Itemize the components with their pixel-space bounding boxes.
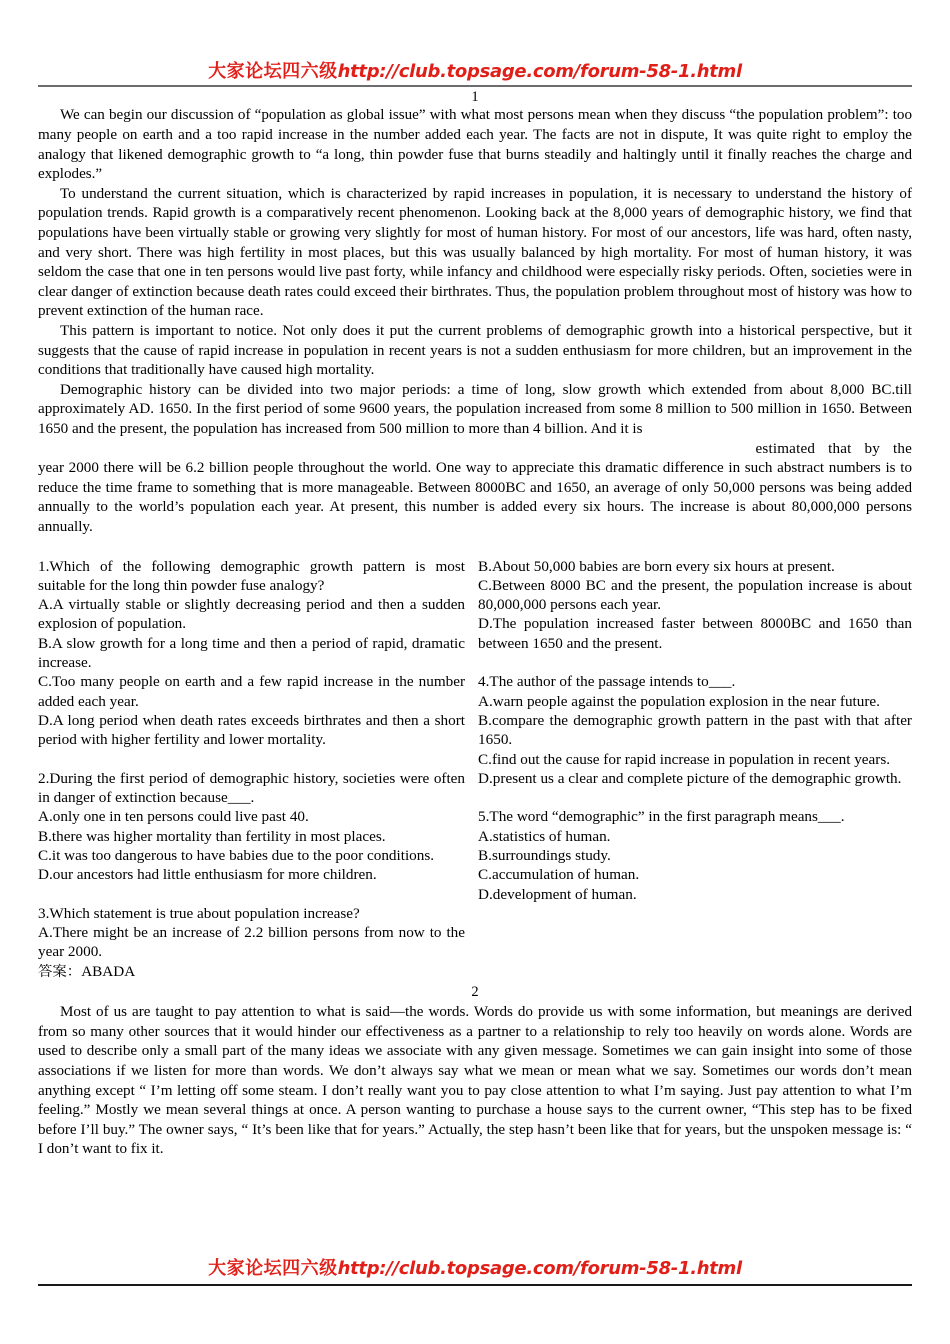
header-site-url: http://club.topsage.com/forum-58-1.html — [337, 61, 742, 82]
header-site-name: 大家论坛四六级 — [208, 61, 338, 82]
page-header — [38, 0, 912, 82]
question-item-3-continued — [478, 557, 912, 653]
question-item-3 — [38, 904, 465, 962]
answer-key-value: ABADA — [81, 962, 136, 980]
passage-1-paragraph: year 2000 there will be 6.2 billion people throughout the world. One way to appreciate this dramatic difference in such abstract numbers is to reduce the time frame to something that is more manageable. Between 8000BC and 1650, an average of only 50,000 persons was being added annually to the world’s population each year. At present, this number is added every six hours. The increase is about 80,000,000 persons annually. — [38, 460, 912, 535]
question-option[interactable]: D.development of human. — [478, 885, 637, 903]
question-item-5 — [478, 807, 912, 903]
page-footer — [38, 1254, 912, 1286]
passage-1-paragraph: We can begin our discussion of “population as global issue” with what most persons mean when they discuss “the population problem”: too many people on earth and a too rapid increase in the number added each year. The facts are not in dispute, It was quite right to employ the analogy that likened demographic growth to “a long, thin powder fuse that burns steadily and haltingly until it finally reaches the charge and explodes.” — [38, 107, 912, 183]
footer-site-url: http://club.topsage.com/forum-58-1.html — [337, 1258, 742, 1279]
question-option[interactable]: A.only one in ten persons could live past 40. — [38, 808, 309, 826]
header-divider — [38, 85, 912, 87]
question-option[interactable]: A.statistics of human. — [478, 827, 611, 845]
question-option[interactable]: C.Too many people on earth and a few rapid increase in the number added each year. — [38, 673, 466, 710]
passage-1-paragraph: This pattern is important to notice. Not only does it put the current problems of demographic growth into a historical perspective, but it suggests that the cause of rapid increase in population in recent years is not a sudden enthusiasm for more children, but an improvement in the conditions that traditionally have caused high mortality. — [38, 323, 912, 379]
passage-2-paragraph: Most of us are taught to pay attention to what is said—the words. Words do provide us with some information, but meanings are derived from so many other sources that it would hinder our effectiveness as a partner to a relationship to rely too heavily on words alone. Words are used to describe only a small part of the many ideas we associate with any given message. Sometimes we can gain insight into some of those associations if we listen for more than words. We don’t always say what we mean or mean what we say. Sometimes our words don’t mean anything except “ I’m letting off some steam. I don’t really want you to pay close attention to what I’m saying. Just pay attention to what I’m feeling.” Mostly we mean several things at once. A person wanting to purchase a house says to the current owner, “This step has to be fixed before I’ll buy.” The owner says, “ It’s been like that for years.” Actually, the step hasn’t been like that for years, but the unspoken message is: “ I don’t want to fix it. — [38, 1004, 912, 1158]
question-option[interactable]: C.find out the cause for rapid increase in population in recent years. — [478, 750, 891, 768]
question-option[interactable]: B.surroundings study. — [478, 846, 611, 864]
questions-column-right — [478, 557, 912, 904]
passage-1-paragraph: Demographic history can be divided into two major periods: a time of long, slow growth which extended from about 8,000 BC.till approximately AD. 1650. In the first period of some 9600 years, the population increased from some 8 million to 500 million in 1650. Between 1650 and the present, the population has increased from 500 million to more than 4 billion. And it is — [38, 381, 912, 437]
question-option[interactable]: C.Between 8000 BC and the present, the population increase is about 80,000,000 persons each year. — [478, 576, 912, 614]
question-stem: 5.The word “demographic” in the first paragraph means___. — [478, 808, 845, 826]
answer-key — [38, 962, 465, 982]
question-option[interactable]: B.there was higher mortality than fertility in most places. — [38, 827, 386, 845]
footer-divider — [38, 1284, 912, 1286]
question-stem: 2.During the first period of demographic history, societies were often in danger of extinction because___. — [38, 769, 466, 807]
answer-key-label: 答案： — [38, 963, 82, 980]
question-option[interactable]: D.A long period when death rates exceeds birthrates and then a short period with higher fertility and lower mortality. — [38, 711, 466, 749]
passage-1-paragraph-tail: estimated that by the — [755, 440, 912, 457]
question-option[interactable]: C.it was too dangerous to have babies due to the poor conditions. — [38, 846, 435, 864]
question-option[interactable]: B.A slow growth for a long time and then a period of rapid, dramatic increase. — [38, 634, 466, 672]
question-stem: 4.The author of the passage intends to___. — [478, 673, 736, 691]
question-stem: 1.Which of the following demographic growth pattern is most suitable for the long thin powder fuse analogy? — [38, 557, 466, 594]
question-option[interactable]: D.The population increased faster between 8000BC and 1650 than between 1650 and the present. — [478, 615, 912, 652]
passage-2-body — [38, 1003, 912, 1160]
question-option[interactable]: A.There might be an increase of 2.2 billion persons from now to the year 2000. — [38, 924, 466, 961]
question-option[interactable]: D.our ancestors had little enthusiasm for more children. — [38, 866, 377, 884]
question-option[interactable]: D.present us a clear and complete picture of the demographic growth. — [478, 769, 902, 787]
passage-1-body — [38, 106, 912, 537]
header-banner — [208, 62, 742, 82]
question-option[interactable]: A.warn people against the population explosion in the near future. — [478, 692, 880, 710]
question-option[interactable]: B.compare the demographic growth pattern in the past with that after 1650. — [478, 711, 912, 749]
passage-2-number: 2 — [471, 984, 479, 1001]
question-item-2 — [38, 769, 465, 885]
passage-1-paragraph: To understand the current situation, which is characterized by rapid increases in population, it is necessary to understand the history of population trends. Rapid growth is a comparatively recent phenomenon. Looking back at the 8,000 years of demographic history, we find that populations have been virtually stable or growing very slightly for most of human history. For most of our ancestors, life was hard, often nasty, and very short. There was high fertility in most places, but this was usually balanced by high mortality. For most of human history, it was seldom the case that one in ten persons would live past forty, while infancy and childhood were especially risky periods. Often, societies were in clear danger of extinction because death rates could exceed their birthrates. Thus, the population problem throughout most of history was how to prevent extinction of the human race. — [38, 185, 912, 320]
questions-area — [38, 557, 912, 983]
question-stem: 3.Which statement is true about population increase? — [38, 904, 360, 922]
passage-1-number: 1 — [471, 89, 479, 106]
footer-banner — [208, 1254, 742, 1280]
question-option[interactable]: A.A virtually stable or slightly decreasing period and then a sudden explosion of population. — [38, 596, 466, 633]
question-item-4 — [478, 672, 912, 788]
questions-column-left — [38, 557, 465, 983]
question-option[interactable]: C.accumulation of human. — [478, 866, 640, 884]
question-option[interactable]: B.About 50,000 babies are born every six hours at present. — [478, 557, 835, 575]
footer-site-name: 大家论坛四六级 — [208, 1258, 338, 1279]
question-item-1 — [38, 557, 465, 750]
